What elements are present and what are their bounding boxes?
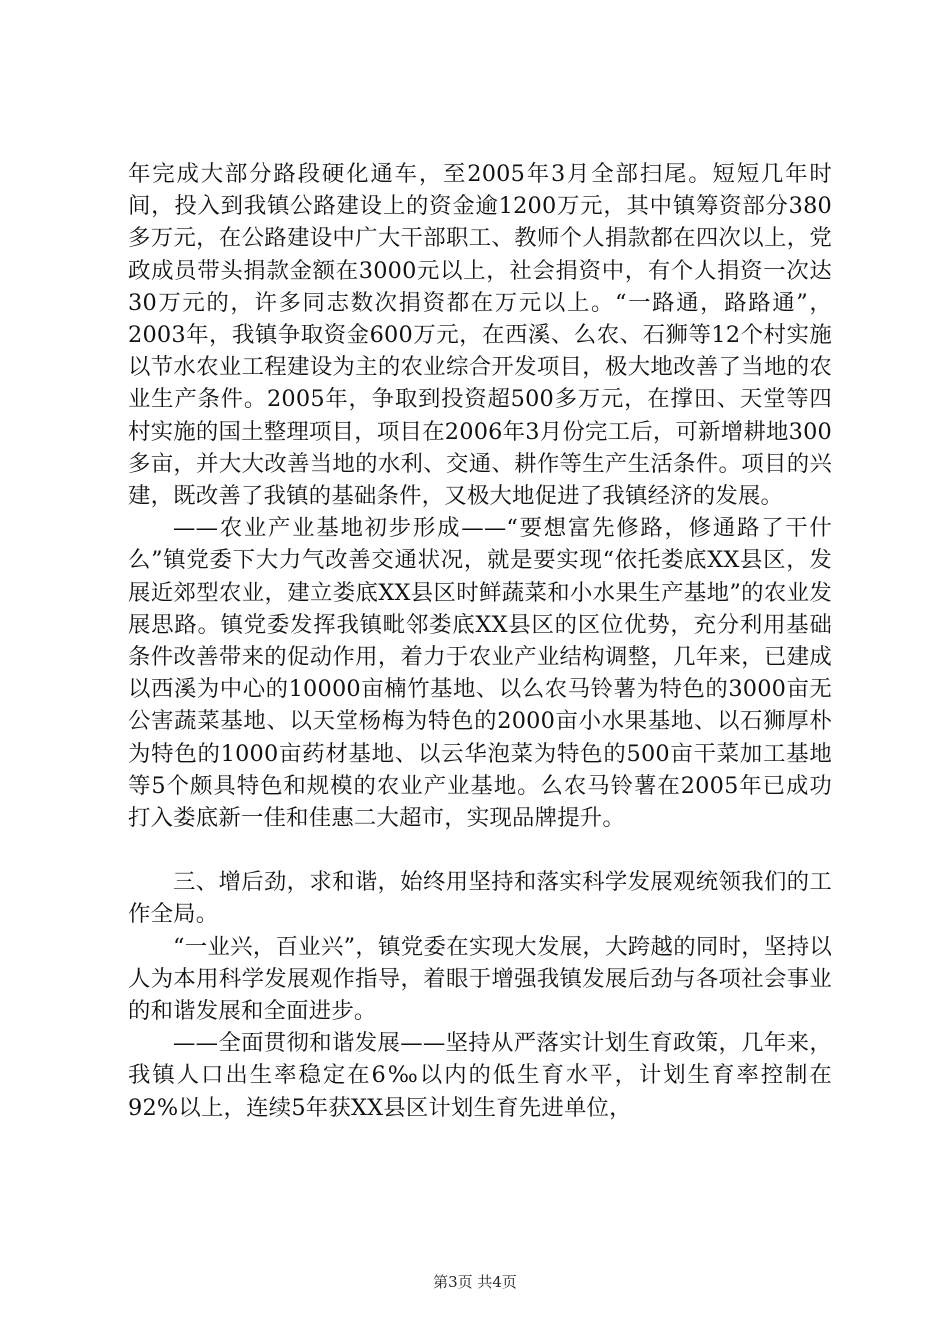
section-heading-three: 三、增后劲，求和谐，始终用坚持和落实科学发展观统领我们的工作全局。	[128, 869, 832, 928]
paragraph-road-construction: 年完成大部分路段硬化通车，至2005年3月全部扫尾。短短几年时间，投入到我镇公路建设上的资金逾1200万元，其中镇筹资部分380多万元，在公路建设中广大干部职工、教师个人捐款都在四次以上，党政成员带头捐款金额在3000元以上，社会捐资中，有个人捐资一次达30万元的，许多同志数次捐资都在万元以上。“一路通，路路通”，2003年，我镇争取资金600万元，在西溪、么农、石狮等12个村实施以节水农业工程建设为主的农业综合开发项目，极大地改善了当地的农业生产条件。2005年，争取到投资超500多万元，在撑田、天堂等四村实施的国土整理项目，项目在2006年3月份完工后，可新增耕地300多亩，并大大改善当地的水利、交通、耕作等生产生活条件。项目的兴建，既改善了我镇的基础条件，又极大地促进了我镇经济的发展。	[128, 161, 832, 510]
paragraph-harmonious-development: ——全面贯彻和谐发展——坚持从严落实计划生育政策，几年来，我镇人口出生率稳定在6‰以内的低生育水平，计划生育率控制在92%以上，连续5年获XX县区计划生育先进单位，	[128, 1030, 832, 1121]
body-text	[128, 158, 832, 1124]
paragraph-gap	[128, 834, 832, 866]
paragraph-agricultural-bases: ——农业产业基地初步形成——“要想富先修路，修通路了干什么”镇党委下大力气改善交通状况，就是要实现“依托娄底XX县区，发展近郊型农业，建立娄底XX县区时鲜蔬菜和小水果生产基地”的农业发展思路。镇党委发挥我镇毗邻娄底XX县区的区位优势，充分利用基础条件改善带来的促动作用，着力于农业产业结构调整，几年来，已建成以西溪为中心的10000亩楠竹基地、以么农马铃薯为特色的3000亩无公害蔬菜基地、以天堂杨梅为特色的2000亩小水果基地、以石狮厚朴为特色的1000亩药材基地、以云华泡菜为特色的500亩干菜加工基地等5个颇具特色和规模的农业产业基地。么农马铃薯在2005年已成功打入娄底新一佳和佳惠二大超市，实现品牌提升。	[128, 515, 832, 832]
paragraph-scientific-development: “一业兴，百业兴”，镇党委在实现大发展，大跨越的同时，坚持以人为本用科学发展观作指导，着眼于增强我镇发展后劲与各项社会事业的和谐发展和全面进步。	[128, 933, 832, 1025]
page-number-footer: 第3页 共4页	[433, 1273, 517, 1291]
